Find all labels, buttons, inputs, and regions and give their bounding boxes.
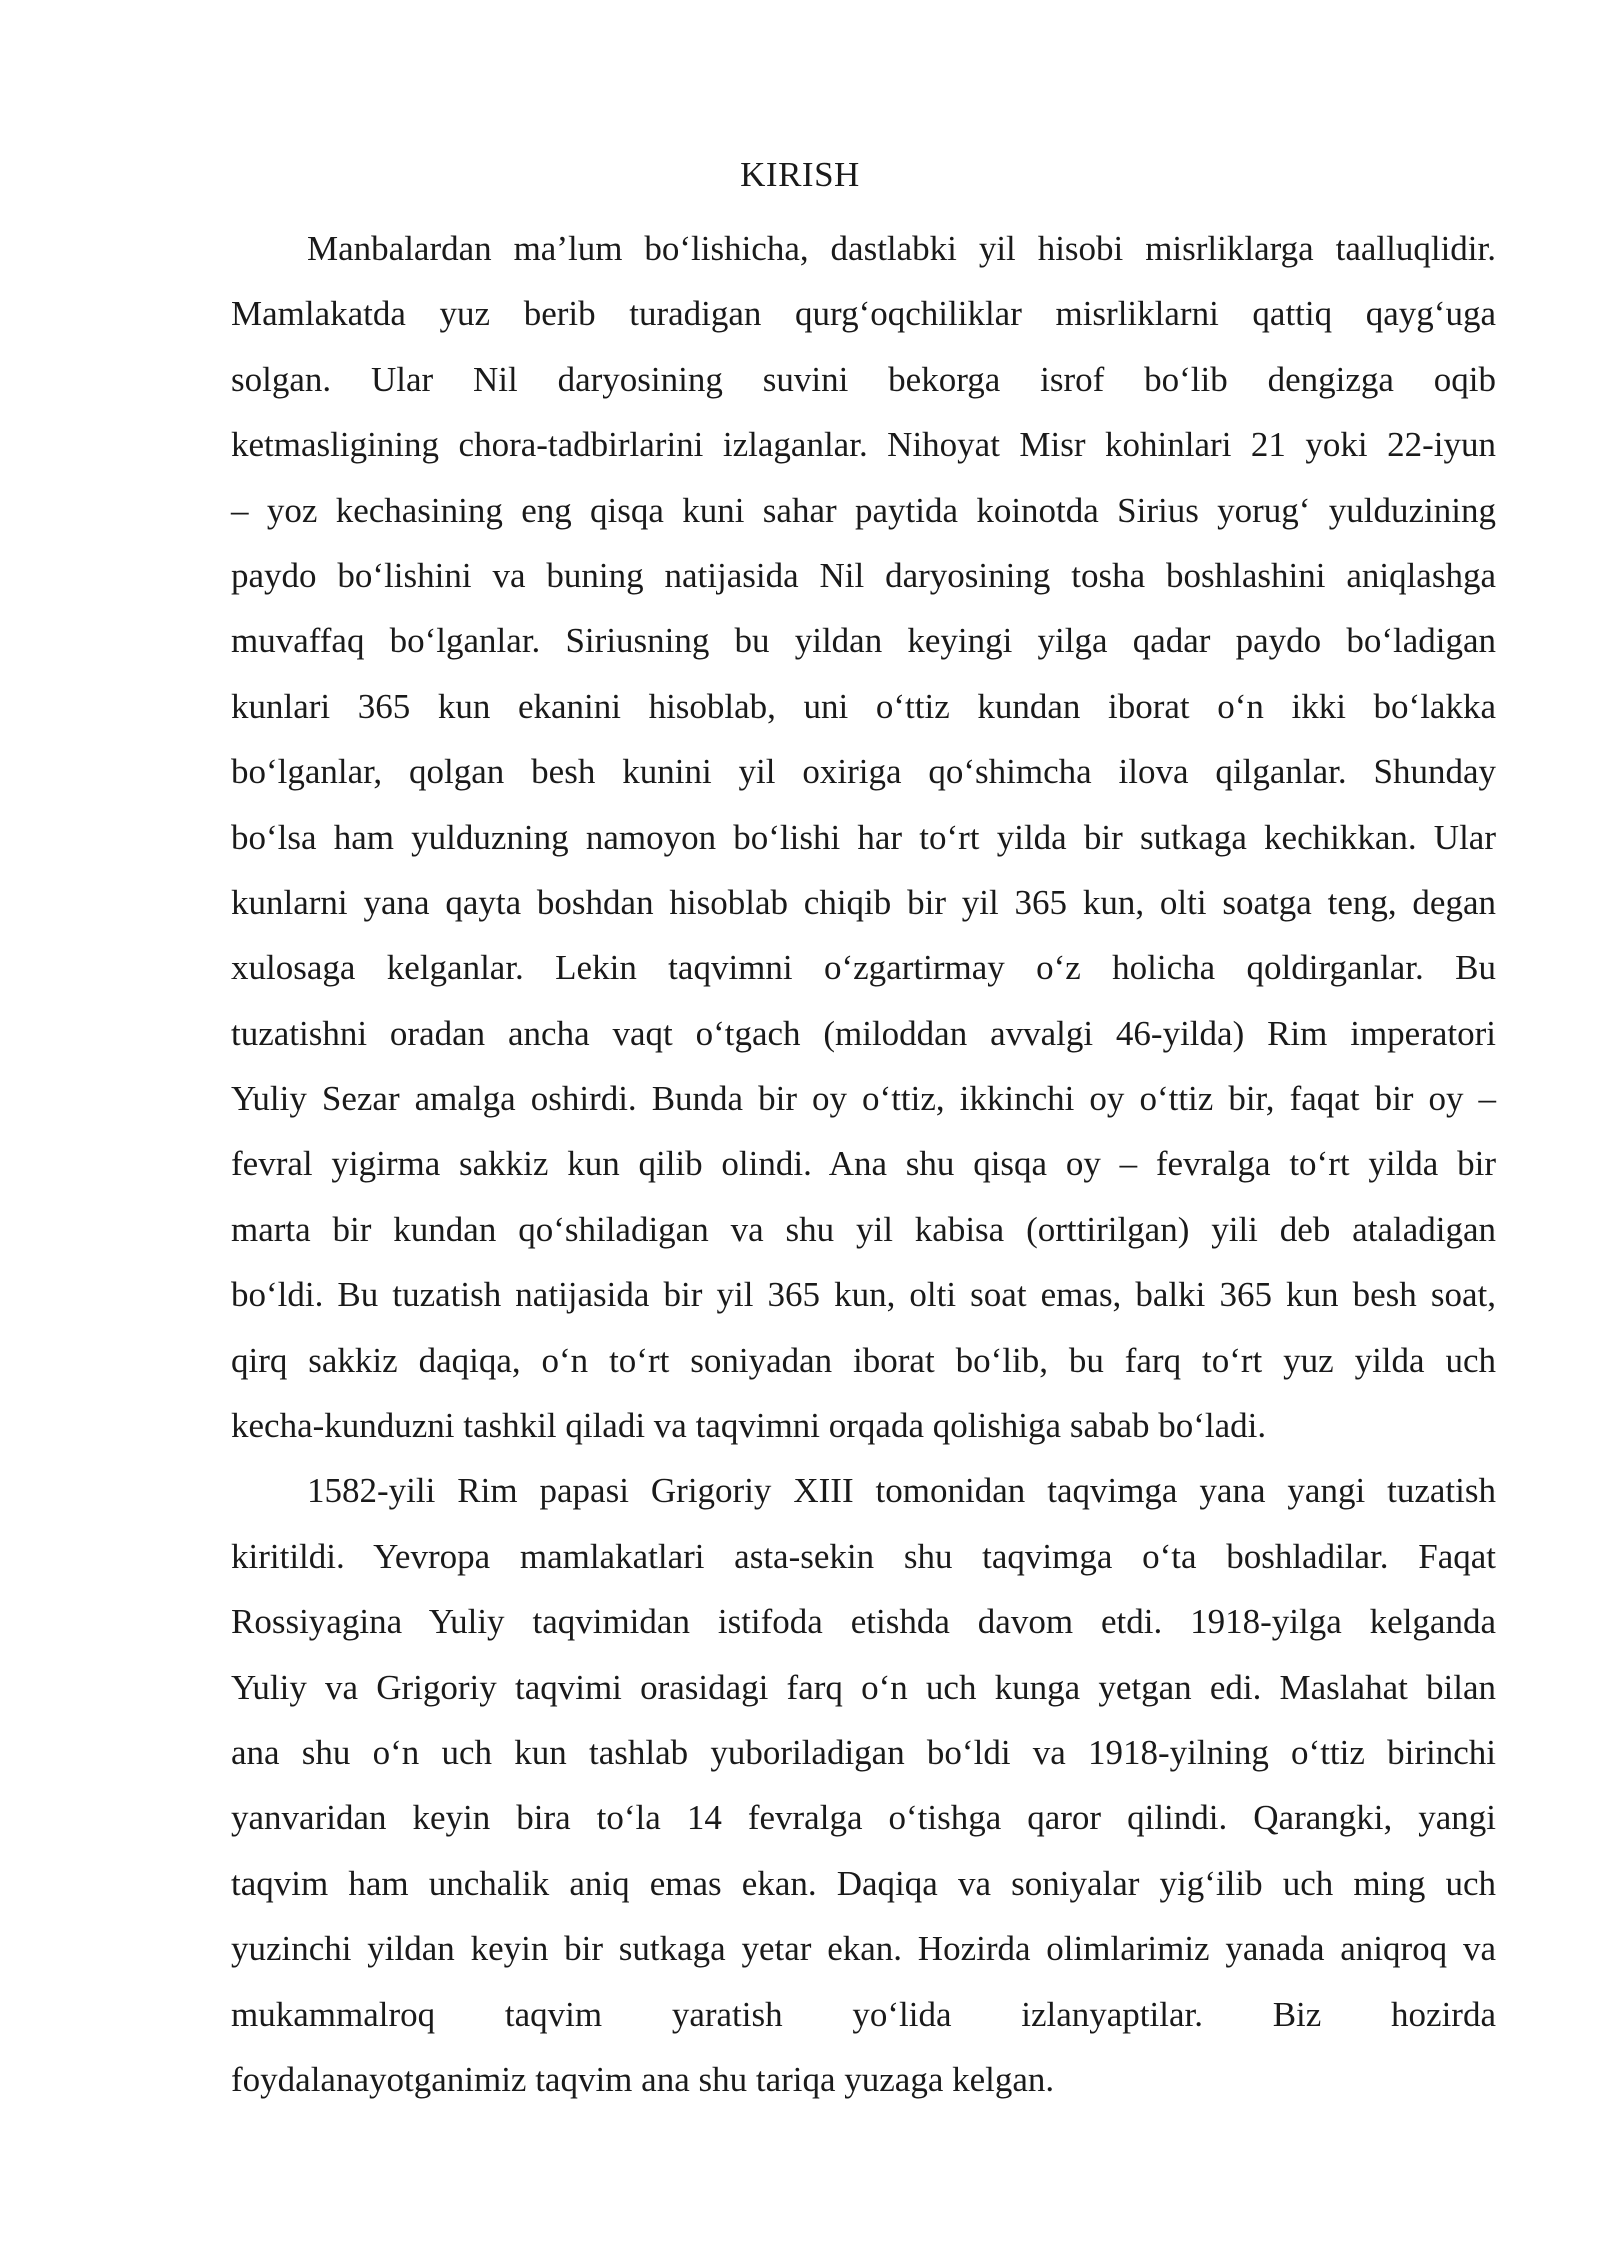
text-line: Mamlakatda yuz berib turadigan qurg‘oqchiliklar misrliklarni qattiq qayg‘uga: [231, 294, 1496, 334]
text-line: kunlarni yana qayta boshdan hisoblab chiqib bir yil 365 kun, olti soatga teng, degan: [231, 882, 1496, 922]
text-line: tuzatishni oradan ancha vaqt o‘tgach (miloddan avvalgi 46-yilda) Rim imperatori: [231, 1013, 1496, 1053]
text-line: kiritildi. Yevropa mamlakatlari asta-sekin shu taqvimga o‘ta boshladilar. Faqat: [231, 1536, 1496, 1576]
text-line: fevral yigirma sakkiz kun qilib olindi. Ana shu qisqa oy – fevralga to‘rt yilda bir: [231, 1144, 1496, 1184]
text-line: Yuliy va Grigoriy taqvimi orasidagi farq o‘n uch kunga yetgan edi. Maslahat bilan: [231, 1667, 1496, 1707]
text-line: 1582-yili Rim papasi Grigoriy XIII tomonidan taqvimga yana yangi tuzatish: [307, 1471, 1496, 1511]
paragraph-1: [231, 216, 1496, 1458]
text-line: paydo bo‘lishini va buning natijasida Nil daryosining tosha boshlashini aniqlashga: [231, 555, 1496, 595]
text-line: Manbalardan ma’lum bo‘lishicha, dastlabki yil hisobi misrliklarga taalluqlidir.: [307, 229, 1496, 268]
text-line: muvaffaq bo‘lganlar. Siriusning bu yildan keyingi yilga qadar paydo bo‘ladigan: [231, 621, 1496, 661]
text-line: bo‘lganlar, qolgan besh kunini yil oxiriga qo‘shimcha ilova qilganlar. Shunday: [231, 752, 1496, 792]
text-line: yanvaridan keyin bira to‘la 14 fevralga o‘tishga qaror qilindi. Qarangki, yangi: [231, 1798, 1496, 1838]
text-line: qirq sakkiz daqiqa, o‘n to‘rt soniyadan iborat bo‘lib, bu farq to‘rt yuz yilda uch: [231, 1340, 1496, 1380]
text-line: kecha-kunduzni tashkil qiladi va taqvimni orqada qolishiga sabab bo‘ladi.: [231, 1406, 1267, 1446]
text-line: taqvim ham unchalik aniq emas ekan. Daqiqa va soniyalar yig‘ilib uch ming uch: [231, 1863, 1496, 1903]
page-title: KIRISH: [740, 155, 860, 194]
text-line: – yoz kechasining eng qisqa kuni sahar paytida koinotda Sirius yorug‘ yulduzining: [231, 490, 1496, 530]
paragraph-2: [231, 1458, 1496, 2112]
text-line: xulosaga kelganlar. Lekin taqvimni o‘zgartirmay o‘z holicha qoldirganlar. Bu: [231, 948, 1496, 988]
text-line: bo‘lsa ham yulduzning namoyon bo‘lishi har to‘rt yilda bir sutkaga kechikkan. Ular: [231, 817, 1496, 857]
text-line: foydalanayotganimiz taqvim ana shu tariqa yuzaga kelgan.: [231, 2059, 1055, 2099]
text-line: mukammalroq taqvim yaratish yo‘lida izlanyaptilar. Biz hozirda: [231, 1994, 1496, 2034]
text-line: marta bir kundan qo‘shiladigan va shu yil kabisa (orttirilgan) yili deb ataladigan: [231, 1209, 1496, 1249]
text-line: Rossiyagina Yuliy taqvimidan istifoda etishda davom etdi. 1918-yilga kelganda: [231, 1602, 1496, 1642]
text-line: ana shu o‘n uch kun tashlab yuboriladigan bo‘ldi va 1918-yilning o‘ttiz birinchi: [231, 1732, 1496, 1772]
text-line: kunlari 365 kun ekanini hisoblab, uni o‘ttiz kundan iborat o‘n ikki bo‘lakka: [231, 686, 1496, 726]
body-text: [231, 216, 1496, 2112]
text-line: ketmasligining chora-tadbirlarini izlaganlar. Nihoyat Misr kohinlari 21 yoki 22-iyun: [231, 425, 1496, 465]
text-line: Yuliy Sezar amalga oshirdi. Bunda bir oy o‘ttiz, ikkinchi oy o‘ttiz bir, faqat bir oy –: [231, 1079, 1496, 1119]
text-line: bo‘ldi. Bu tuzatish natijasida bir yil 365 kun, olti soat emas, balki 365 kun besh soat,: [231, 1275, 1496, 1315]
text-line: yuzinchi yildan keyin bir sutkaga yetar ekan. Hozirda olimlarimiz yanada aniqroq va: [231, 1929, 1496, 1969]
text-line: solgan. Ular Nil daryosining suvini bekorga isrof bo‘lib dengizga oqib: [231, 359, 1496, 399]
